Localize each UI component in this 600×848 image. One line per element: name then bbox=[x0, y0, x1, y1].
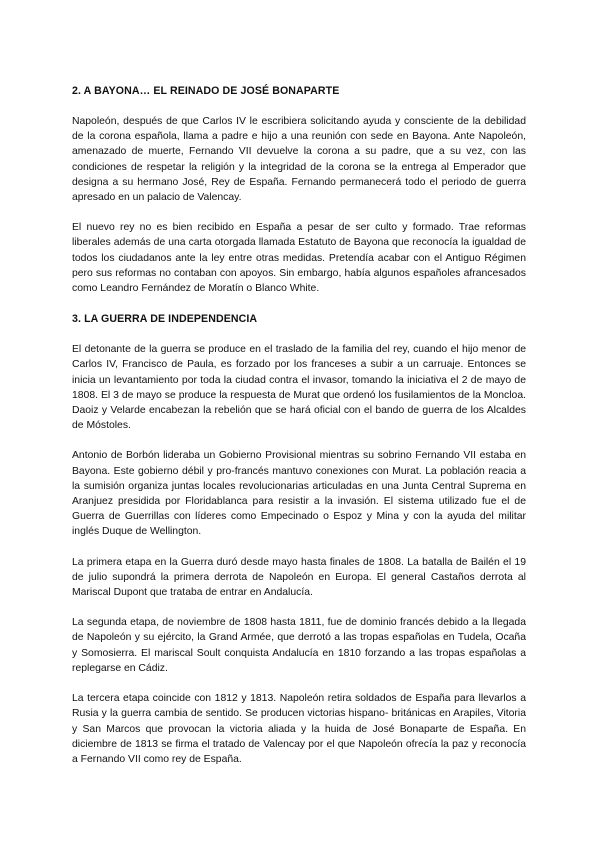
paragraph: El detonante de la guerra se produce en el traslado de la familia del rey, cuando el hijo menor de Carlos IV, Francisco de Paula, es forzado por los franceses a subir a un carruaje. Entonces se inicia un levantamiento por toda la ciudad contra el invasor, tomando la iniciativa el 2 de mayo de 1808. El 3 de mayo se produce la respuesta de Murat que ordenó los fusilamientos de la Moncloa. Daoiz y Velarde encabezan la rebelión que se hará oficial con el bando de guerra de los Alcaldes de Móstoles. bbox=[72, 344, 526, 432]
paragraph: La segunda etapa, de noviembre de 1808 hasta 1811, fue de dominio francés debido a la llegada de Napoleón y su ejército, la Grand Armée, que derrotó a las tropas españolas en Tudela, Ocaña y Somosierra. El mariscal Soult conquista Andalucía en 1810 forzando a las tropas españolas a replegarse en Cádiz. bbox=[72, 617, 526, 674]
section-bayona bbox=[72, 84, 526, 296]
section-heading: 2. A BAYONA… EL REINADO DE JOSÉ BONAPARTE bbox=[72, 85, 340, 97]
paragraph: Antonio de Borbón lideraba un Gobierno Provisional mientras su sobrino Fernando VII estaba en Bayona. Este gobierno débil y pro-francés mantuvo conexiones con Murat. La población reacia a la sumisión organiza juntas locales revolucionarias articuladas en una Junta Central Suprema en Aranjuez presidida por Floridablanca para resistir a la invasión. El sistema utilizado fue el de Guerra de Guerrillas con líderes como Empecinado o Espoz y Mina y con la ayuda del militar inglés Duque de Wellington. bbox=[72, 450, 526, 538]
paragraph: La tercera etapa coincide con 1812 y 1813. Napoleón retira soldados de España para llevarlos a Rusia y la guerra cambia de sentido. Se producen victorias hispano- británicas en Arapiles, Vitoria y San Marcos que provocan la victoria aliada y la huida de José Bonaparte de España. En diciembre de 1813 se firma el tratado de Valencay por el que Napoleón ofrecía la paz y reconocía a Fernando VII como rey de España. bbox=[72, 693, 526, 765]
paragraph: El nuevo rey no es bien recibido en España a pesar de ser culto y formado. Trae reformas liberales además de una carta otorgada llamada Estatuto de Bayona que reconocía la igualdad de todos los ciudadanos ante la ley entre otras medidas. Pretendía acabar con el Antiguo Régimen pero sus reformas no contaban con apoyos. Sin embargo, había algunos españoles afrancesados como Leandro Fernández de Moratín o Blanco White. bbox=[72, 222, 526, 295]
section-guerra-independencia bbox=[72, 312, 526, 767]
paragraph: Napoleón, después de que Carlos IV le escribiera solicitando ayuda y consciente de la debilidad de la corona española, llama a padre e hijo a una reunión con sede en Bayona. Ante Napoleón, amenazado de muerte, Fernando VII devuelve la corona a su padre, que a su vez, con las condiciones de respetar la religión y la integridad de la corona se la entrega al Emperador que designa a su hermano José, Rey de España. Fernando permanecerá todo el periodo de guerra apresado en un palacio de Valencay. bbox=[72, 116, 526, 204]
section-heading: 3. LA GUERRA DE INDEPENDENCIA bbox=[72, 313, 258, 326]
document-page bbox=[72, 84, 526, 782]
paragraph: La primera etapa en la Guerra duró desde mayo hasta finales de 1808. La batalla de Bailén el 19 de julio supondrá la primera derrota de Napoleón en Europa. El general Castaños derrota al Mariscal Dupont que trataba de entrar en Andalucía. bbox=[72, 556, 526, 599]
